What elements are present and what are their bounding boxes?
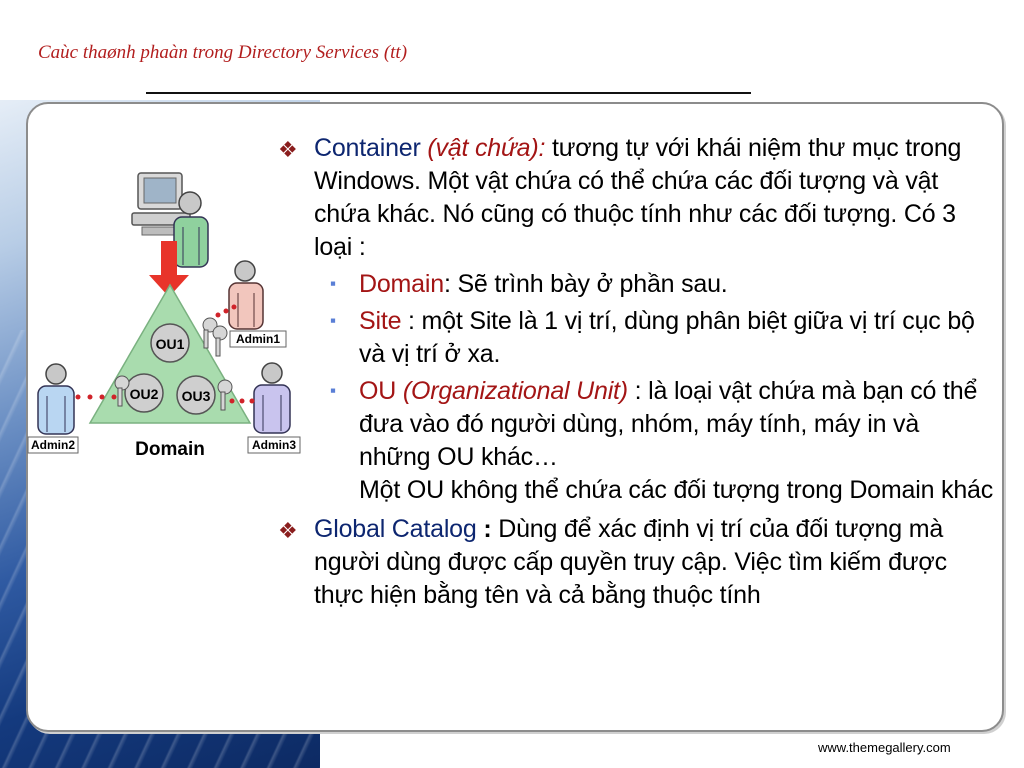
- domain-term: Domain: [359, 270, 444, 298]
- footer-url: www.themegallery.com: [818, 740, 951, 755]
- slide-title: Caùc thaønh phaàn trong Directory Services (tt): [38, 42, 408, 63]
- catalog-colon: :: [476, 515, 492, 543]
- domain-diagram: [20, 165, 310, 465]
- diamond-bullet-icon: ❖: [278, 518, 298, 543]
- square-bullet-icon: ▪: [330, 311, 336, 330]
- ou-text: : là loại vật chứa mà bạn có thể đưa vào đó người dùng, nhóm, máy tính, máy in và những OU khác…: [359, 377, 978, 471]
- ou3-node: [177, 376, 215, 414]
- title-divider: [146, 92, 751, 94]
- catalog-term: Global Catalog: [314, 515, 477, 543]
- square-bullet-icon: ▪: [330, 381, 336, 400]
- ou1-label: OU1: [155, 336, 185, 352]
- ou-term: OU: [359, 377, 397, 405]
- ou3-label: OU3: [181, 388, 211, 404]
- container-text: tương tự với khái niệm thư mục trong Windows. Một vật chứa có thể chứa các đối tượng và vật chứa khác. Nó cũng có thuộc tính như các đối tượng. Có 3 loại :: [314, 134, 962, 261]
- catalog-bullet: [274, 513, 996, 612]
- domain-text: : Sẽ trình bày ở phần sau.: [443, 270, 728, 298]
- catalog-text: Dùng để xác định vị trí của đối tượng mà người dùng được cấp quyền truy cập. Việc tìm kiếm được thực hiện bằng tên và cả bằng thuộc tính: [314, 515, 947, 609]
- diamond-bullet-icon: ❖: [278, 137, 298, 162]
- ou1-node: [151, 324, 189, 362]
- ou-extra: Một OU không thể chứa các đối tượng trong Domain khác: [359, 476, 994, 504]
- admin3-label: Admin3: [251, 438, 297, 452]
- ou-note: (Organizational Unit): [402, 377, 628, 405]
- site-subbullet: [274, 305, 996, 371]
- ou-subbullet: [274, 375, 996, 507]
- ou2-label: OU2: [129, 386, 159, 402]
- bullet-content: [274, 132, 996, 612]
- ou2-node: [125, 374, 163, 412]
- domain-label: Domain: [135, 439, 205, 460]
- container-note: (vật chứa):: [427, 134, 546, 162]
- site-term: Site: [359, 307, 402, 335]
- admin1-label: Admin1: [235, 332, 281, 346]
- admin2-icon: [28, 364, 78, 453]
- user-icon: [174, 192, 208, 267]
- site-text: : một Site là 1 vị trí, dùng phân biệt giữa vị trí cục bộ và vị trí ở xa.: [359, 307, 975, 368]
- domain-subbullet: [274, 268, 996, 301]
- container-term: Container: [314, 134, 421, 162]
- container-bullet: [274, 132, 996, 264]
- admin2-label: Admin2: [30, 438, 76, 452]
- square-bullet-icon: ▪: [330, 274, 336, 293]
